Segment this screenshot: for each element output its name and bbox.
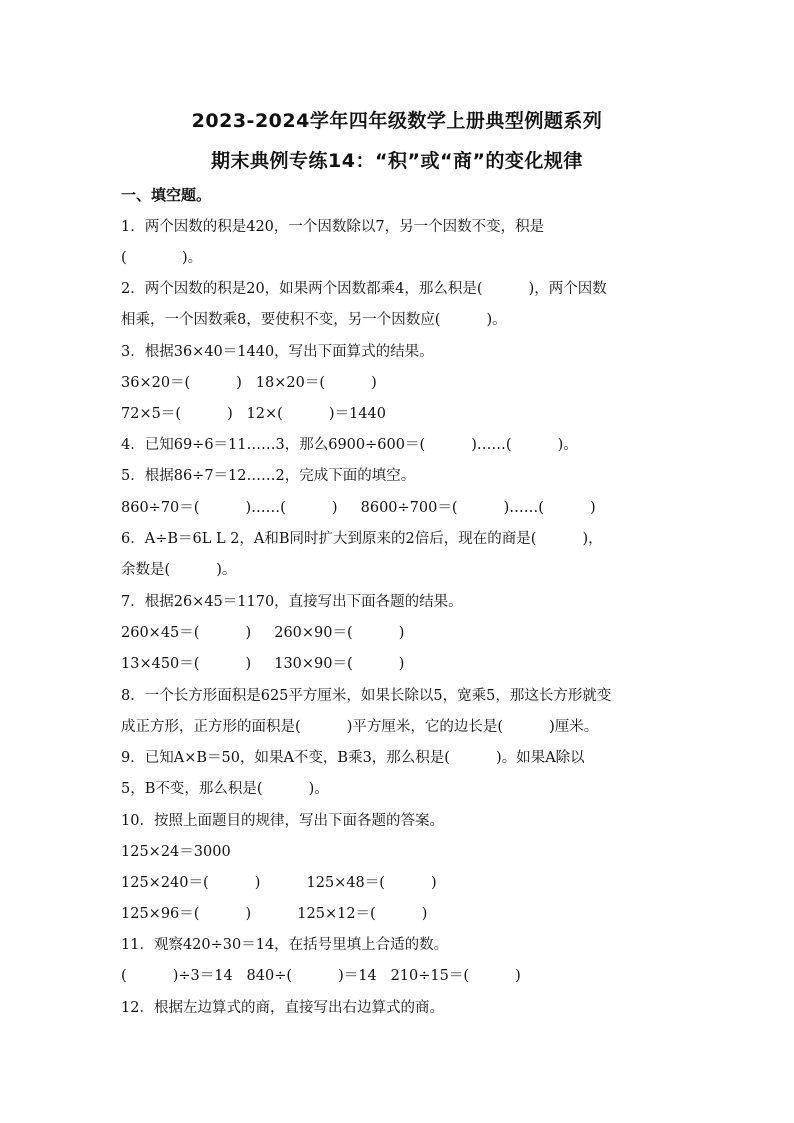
question-line: 4．已知69÷6＝11……3，那么6900÷600＝( )……( )。 — [121, 437, 578, 453]
question-line: 5．根据86÷7＝12……2，完成下面的填空。 — [121, 468, 416, 484]
question-line: 36×20＝( ) 18×20＝( ) — [121, 375, 377, 391]
question-line: 相乘，一个因数乘8，要使积不变，另一个因数应( )。 — [121, 312, 507, 328]
question-line: 125×240＝( ) 125×48＝( ) — [121, 875, 437, 891]
question-line: 2．两个因数的积是20，如果两个因数都乘4，那么积是( )，两个因数 — [121, 281, 607, 297]
question-line: 860÷70＝( )……( ) 8600÷700＝( )……( ) — [121, 500, 596, 516]
section-heading: 一、填空题。 — [121, 186, 212, 204]
question-line: 5，B不变，那么积是( )。 — [121, 781, 329, 797]
question-line: 125×24＝3000 — [121, 844, 231, 860]
question-line: 11．观察420÷30＝14，在括号里填上合适的数。 — [121, 937, 449, 953]
question-line: 260×45＝( ) 260×90＝( ) — [121, 625, 405, 641]
question-line: 125×96＝( ) 125×12＝( ) — [121, 906, 428, 922]
question-line: 1．两个因数的积是420，一个因数除以7，另一个因数不变，积是 — [121, 219, 545, 235]
question-line: ( )。 — [121, 250, 203, 266]
question-line: 成正方形，正方形的面积是( )平方厘米，它的边长是( )厘米。 — [121, 719, 599, 735]
question-line: 余数是( )。 — [121, 562, 237, 578]
document-subtitle: 期末典例专练14：“积”或“商”的变化规律 — [211, 150, 583, 172]
question-line: 12．根据左边算式的商，直接写出右边算式的商。 — [121, 1000, 444, 1016]
question-line: ( )÷3＝14 840÷( )＝14 210÷15＝( ) — [121, 968, 521, 984]
document-title: 2023-2024学年四年级数学上册典型例题系列 — [191, 110, 603, 132]
question-line: 8．一个长方形面积是625平方厘米，如果长除以5，宽乘5，那这长方形就变 — [121, 688, 612, 704]
question-line: 7．根据26×45＝1170，直接写出下面各题的结果。 — [121, 594, 463, 610]
question-line: 6．A÷B＝6L L 2，A和B同时扩大到原来的2倍后，现在的商是( )， — [121, 531, 603, 547]
question-line: 13×450＝( ) 130×90＝( ) — [121, 656, 405, 672]
question-line: 9．已知A×B＝50，如果A不变，B乘3，那么积是( )。如果A除以 — [121, 750, 585, 766]
question-line: 3．根据36×40＝1440，写出下面算式的结果。 — [121, 344, 434, 360]
question-line: 10．按照上面题目的规律，写出下面各题的答案。 — [121, 813, 444, 829]
question-line: 72×5＝( ) 12×( )＝1440 — [121, 406, 386, 422]
